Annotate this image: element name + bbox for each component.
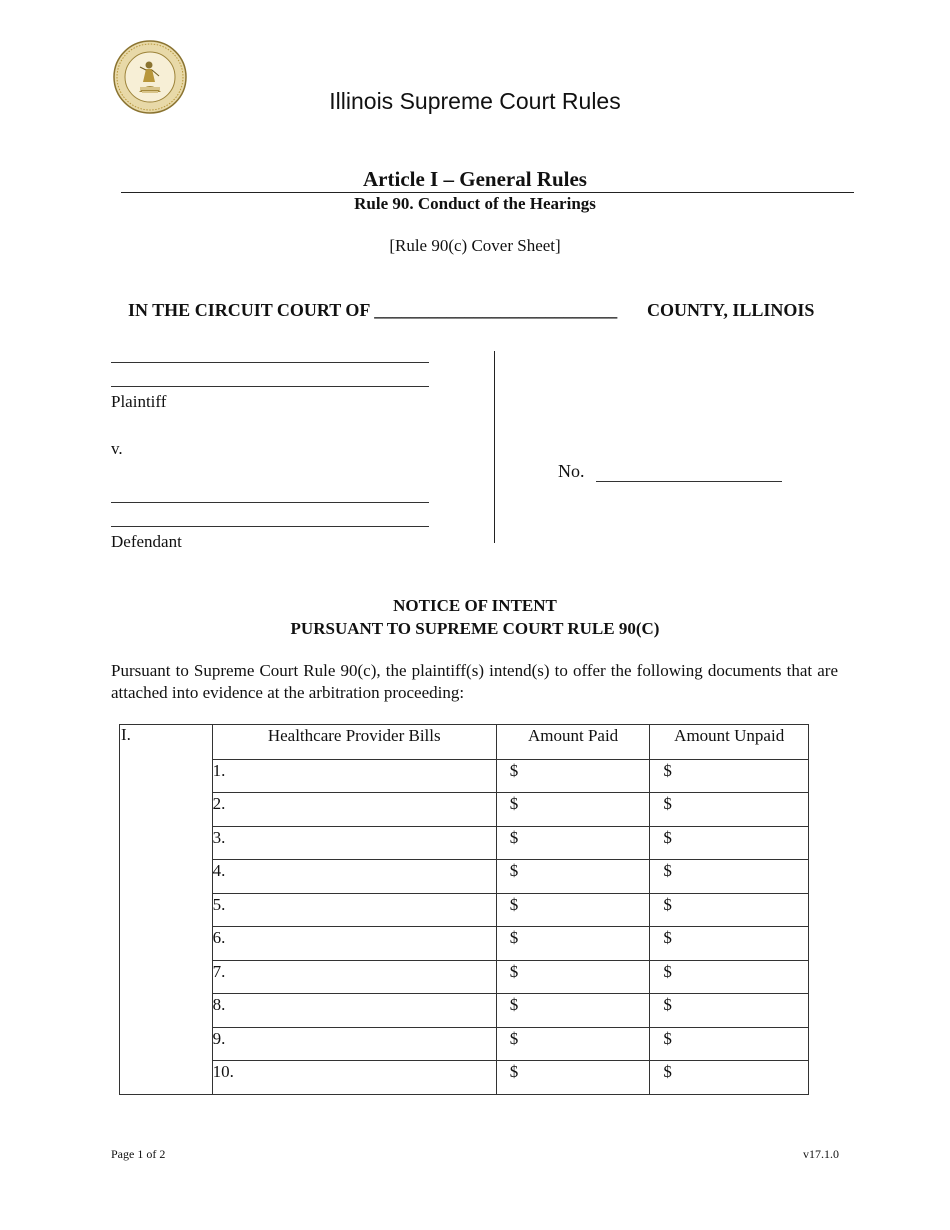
bill-item-cell[interactable]: [212, 994, 496, 1028]
amount-paid-cell-text: $: [509, 760, 519, 780]
table-row: [120, 793, 809, 827]
court-prefix: IN THE CIRCUIT COURT OF: [128, 300, 370, 320]
amount-paid-cell-text: $: [509, 1028, 519, 1048]
plaintiff-name-line-2[interactable]: [111, 386, 429, 387]
column-header-amount-paid: Amount Paid: [496, 725, 650, 760]
bill-item-cell-text: 9.: [212, 1028, 226, 1048]
table-row: [120, 860, 809, 894]
table-row: [120, 893, 809, 927]
bill-item-cell-text: 3.: [212, 827, 226, 847]
table-row: [120, 927, 809, 961]
defendant-label: Defendant: [111, 532, 182, 551]
amount-unpaid-cell[interactable]: [650, 826, 809, 860]
bill-item-cell-text: 1.: [212, 760, 226, 780]
table-row: [120, 759, 809, 793]
document-header-title: Illinois Supreme Court Rules: [329, 88, 621, 114]
amount-unpaid-cell-text: $: [663, 827, 672, 847]
bill-item-cell-text: 6.: [212, 928, 226, 947]
amount-unpaid-cell[interactable]: [650, 793, 809, 827]
county-illinois-label: COUNTY, ILLINOIS: [647, 300, 815, 320]
amount-unpaid-cell[interactable]: [650, 960, 809, 994]
bill-item-cell-text: 4.: [212, 861, 226, 880]
bill-item-cell[interactable]: [212, 893, 496, 927]
amount-unpaid-cell-text: $: [663, 760, 672, 780]
bill-item-cell[interactable]: [212, 826, 496, 860]
amount-unpaid-cell-text: $: [663, 1062, 672, 1081]
amount-paid-cell-text: $: [509, 995, 519, 1014]
column-header-bills: Healthcare Provider Bills: [212, 725, 496, 760]
versus-label: v.: [111, 439, 123, 458]
bill-item-cell-text: 8.: [212, 995, 226, 1014]
cover-sheet-label: [Rule 90(c) Cover Sheet]: [389, 236, 561, 255]
amount-paid-cell[interactable]: [496, 759, 650, 793]
bill-item-cell-text: 2.: [212, 794, 226, 813]
plaintiff-name-line-1[interactable]: [111, 362, 429, 363]
amount-unpaid-cell[interactable]: [650, 927, 809, 961]
amount-paid-cell-text: $: [509, 928, 519, 947]
plaintiff-label: Plaintiff: [111, 392, 167, 411]
defendant-name-line-2[interactable]: [111, 526, 429, 527]
table-row: [120, 960, 809, 994]
amount-paid-cell[interactable]: [496, 927, 650, 961]
circuit-court-line: [128, 300, 617, 321]
bill-item-cell[interactable]: [212, 927, 496, 961]
amount-paid-cell[interactable]: [496, 793, 650, 827]
table-row: [120, 1027, 809, 1061]
table-row: [120, 1061, 809, 1095]
amount-unpaid-cell-text: $: [663, 995, 672, 1014]
amount-paid-cell[interactable]: [496, 860, 650, 894]
bill-item-cell-text: 7.: [212, 961, 226, 981]
amount-unpaid-cell-text: $: [663, 961, 672, 981]
amount-paid-cell-text: $: [509, 861, 519, 880]
bill-item-cell-text: 10.: [212, 1062, 234, 1081]
healthcare-bills-table: [119, 724, 809, 1095]
amount-paid-cell[interactable]: [496, 1061, 650, 1095]
amount-unpaid-cell-text: $: [663, 928, 672, 947]
page-number: Page 1 of 2: [111, 1147, 166, 1161]
bill-item-cell[interactable]: [212, 1061, 496, 1095]
amount-paid-cell[interactable]: [496, 826, 650, 860]
amount-paid-cell-text: $: [509, 894, 519, 914]
rule-heading: Rule 90. Conduct of the Hearings: [354, 194, 596, 213]
bill-item-cell[interactable]: [212, 759, 496, 793]
article-heading: Article I – General Rules: [363, 167, 587, 191]
amount-unpaid-cell[interactable]: [650, 1027, 809, 1061]
bill-item-cell[interactable]: [212, 1027, 496, 1061]
amount-paid-cell[interactable]: [496, 994, 650, 1028]
amount-paid-cell-text: $: [509, 1062, 519, 1081]
version-label: v17.1.0: [803, 1147, 839, 1161]
amount-paid-cell-text: $: [509, 827, 519, 847]
case-number-label: No.: [558, 461, 585, 481]
amount-unpaid-cell[interactable]: [650, 759, 809, 793]
amount-unpaid-cell[interactable]: [650, 860, 809, 894]
amount-unpaid-cell-text: $: [663, 794, 672, 813]
amount-unpaid-cell[interactable]: [650, 893, 809, 927]
amount-unpaid-cell-text: $: [663, 1028, 672, 1048]
column-header-amount-unpaid: Amount Unpaid: [650, 725, 809, 760]
amount-paid-cell-text: $: [509, 961, 519, 981]
amount-paid-cell[interactable]: [496, 1027, 650, 1061]
notice-intro-paragraph: Pursuant to Supreme Court Rule 90(c), the plaintiff(s) intend(s) to offer the following documents that are attached into evidence at the arbitration proceeding:: [111, 661, 838, 702]
table-row: [120, 826, 809, 860]
amount-paid-cell[interactable]: [496, 960, 650, 994]
amount-unpaid-cell-text: $: [663, 861, 672, 880]
notice-title: NOTICE OF INTENT: [393, 596, 557, 615]
table-header-row: [120, 725, 809, 760]
amount-paid-cell-text: $: [509, 794, 519, 813]
caption-divider: [494, 351, 495, 543]
bill-item-cell[interactable]: [212, 860, 496, 894]
heading-divider: [121, 192, 854, 193]
bill-item-cell-text: 5.: [212, 894, 226, 914]
section-number-cell: I.: [120, 725, 213, 1095]
bill-item-cell[interactable]: [212, 960, 496, 994]
table-row: [120, 994, 809, 1028]
amount-unpaid-cell[interactable]: [650, 994, 809, 1028]
defendant-name-line-1[interactable]: [111, 502, 429, 503]
amount-unpaid-cell[interactable]: [650, 1061, 809, 1095]
county-field[interactable]: ___________________________: [374, 300, 618, 320]
amount-paid-cell[interactable]: [496, 893, 650, 927]
case-number-field[interactable]: [596, 481, 782, 482]
amount-unpaid-cell-text: $: [663, 894, 672, 914]
bill-item-cell[interactable]: [212, 793, 496, 827]
notice-subtitle: PURSUANT TO SUPREME COURT RULE 90(C): [290, 619, 660, 638]
